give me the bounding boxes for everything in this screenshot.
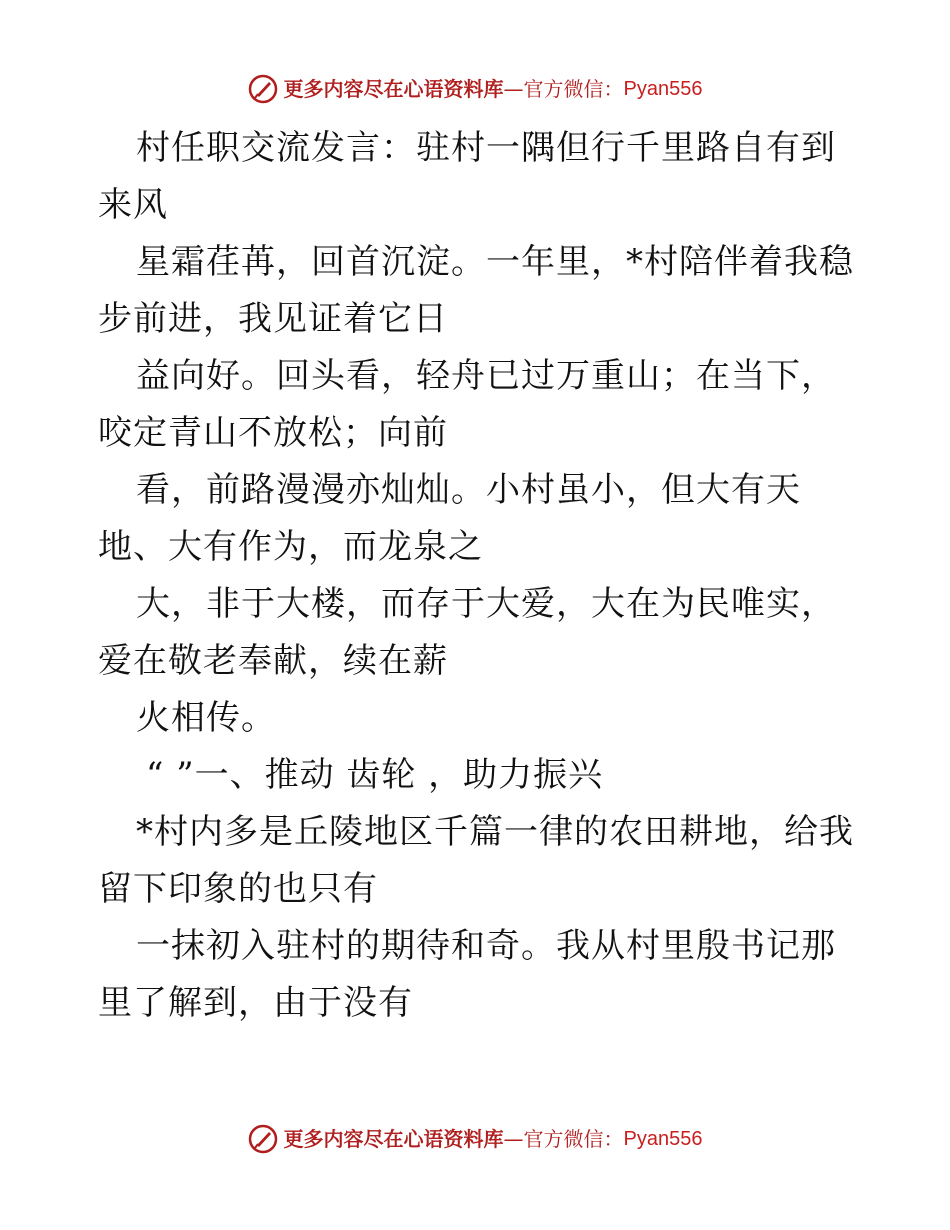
watermark-wechat-id: Pyan556	[623, 1128, 703, 1150]
header-watermark	[0, 74, 950, 104]
watermark-dash: —	[503, 1127, 524, 1151]
watermark-text: 更多内容尽在心语资料库	[283, 1127, 504, 1151]
watermark-wechat-label: 官方微信：	[523, 77, 624, 101]
paragraph: 星霜荏苒，回首沉淀。一年里，*村陪伴着我稳步前进，我见证着它日	[98, 242, 854, 339]
footer-watermark	[0, 1124, 950, 1154]
paragraph: 益向好。回头看，轻舟已过万重山；在当下，咬定青山不放松；向前	[98, 356, 836, 453]
quill-logo-icon	[248, 1124, 278, 1154]
paragraph-title: 村任职交流发言：驻村一隅但行千里路自有到来风	[98, 128, 836, 225]
document-body	[98, 120, 858, 1032]
paragraph: 看，前路漫漫亦灿灿。小村虽小，但大有天地、大有作为，而龙泉之	[98, 470, 801, 567]
paragraph: 大，非于大楼，而存于大爱，大在为民唯实，爱在敬老奉献，续在薪	[98, 584, 836, 681]
section-heading: “ ”一、推动 齿轮 ，助力振兴	[146, 755, 604, 795]
paragraph: *村内多是丘陵地区千篇一律的农田耕地，给我留下印象的也只有	[98, 812, 854, 909]
paragraph: 火相传。	[136, 698, 276, 738]
watermark-wechat-id: Pyan556	[623, 78, 703, 100]
paragraph: 一抹初入驻村的期待和奇。我从村里殷书记那里了解到，由于没有	[98, 926, 836, 1023]
quill-logo-icon	[248, 74, 278, 104]
watermark-dash: —	[503, 77, 524, 101]
watermark-wechat-label: 官方微信：	[523, 1127, 624, 1151]
watermark-text: 更多内容尽在心语资料库	[283, 77, 504, 101]
